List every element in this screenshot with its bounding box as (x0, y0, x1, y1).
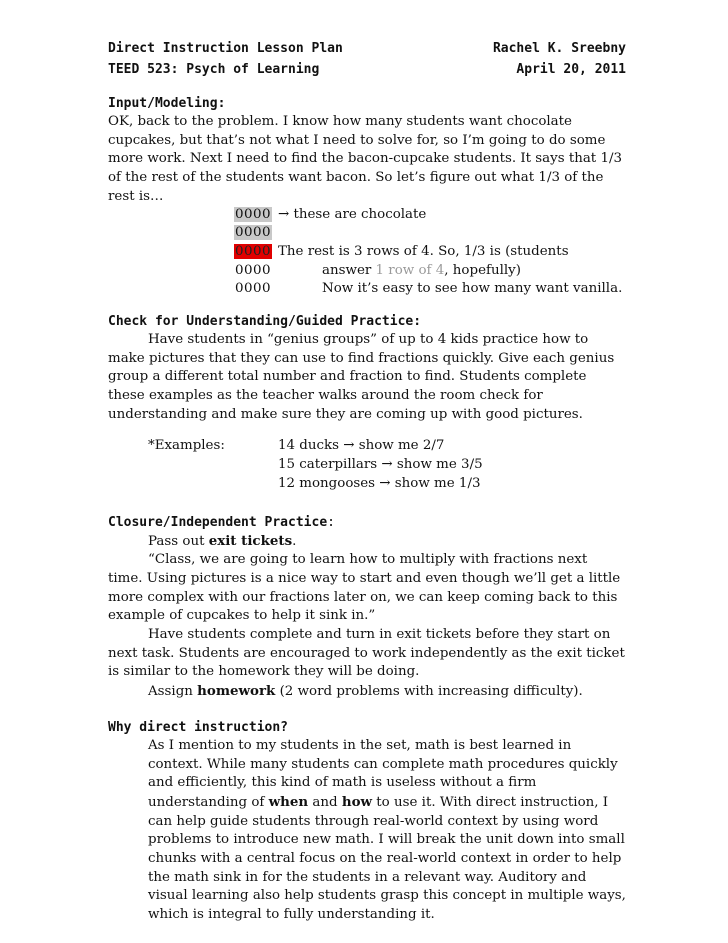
fraction-grid (108, 207, 626, 300)
rest-note: The rest is 3 rows of 4. So, 1/3 is (students (278, 243, 569, 259)
exit-tickets-bold: exit tickets (208, 532, 293, 549)
example-item: 12 mongooses → show me 1/3 (278, 475, 481, 491)
closure-homework: Assign homework (2 word problems with increasing difficulty). (148, 683, 583, 700)
closure-exit-tickets: Pass out exit tickets. (148, 532, 297, 549)
example-item: 15 caterpillars → show me 3/5 (278, 457, 483, 473)
why-heading: Why direct instruction? (108, 719, 289, 735)
examples-block (108, 438, 626, 494)
closure-instructions: Have students complete and turn in exit tickets before they start on next task. Students are encouraged to work independently as the exit ticket is similar to the homework they will be doing. (108, 627, 625, 680)
chocolate-note: → these are chocolate (278, 206, 427, 222)
check-paragraph: Have students in “genius groups” of up to 4 kids practice how to make pictures that they can use to find fractions quickly. Give each genius group a different total number and fraction to find. Students complete these examples as the teacher walks around the room check for understanding and make sure they are coming up with good pictures. (108, 331, 615, 422)
answer-highlight: 1 row of 4 (375, 262, 445, 278)
examples-label: *Examples: (148, 438, 225, 454)
grid-row-2 (108, 225, 626, 244)
remaining-dots-1: 0000 (235, 262, 272, 278)
closure-quote: “Class, we are going to learn how to multiply with fractions next time. Using pictures is a nice way to start and even though we’ll get a little more complex with our fractions later on, we can keep coming back to this example of cupcakes to help it sink in.” (108, 552, 621, 624)
document-date: April 20, 2011 (516, 62, 626, 77)
check-heading: Check for Understanding/Guided Practice: (108, 313, 422, 329)
header-row-2 (108, 59, 626, 80)
vanilla-note: Now it’s easy to see how many want vanilla. (322, 281, 623, 297)
grid-row-1 (108, 207, 626, 226)
grid-row-5 (108, 281, 626, 300)
remaining-dots-2: 0000 (235, 281, 272, 297)
header-row-1 (108, 38, 626, 59)
chocolate-dots-2: 0000 (235, 225, 272, 241)
author-name: Rachel K. Sreebny (492, 41, 626, 56)
homework-bold: homework (197, 683, 276, 700)
input-modeling-paragraph: OK, back to the problem. I know how many students want chocolate cupcakes, but that’s not what I need to solve for, so I’m going to do some more work. Next I need to find the bacon-cupcake students. It says that 1/3 of the rest of the students want bacon. So let’s figure out what 1/3 of the rest is… (108, 114, 622, 204)
chocolate-dots: 0000 (235, 206, 272, 222)
document-title: Direct Instruction Lesson Plan (108, 41, 343, 56)
input-modeling-heading: Input/Modeling: (108, 96, 226, 111)
example-row-2 (108, 457, 626, 476)
why-paragraph: As I mention to my students in the set, math is best learned in context. While many students can complete math procedures quickly and efficiently, this kind of math is useless without a firm understanding of when and how to use it. With direct instruction, I can help guide students through real-world context by using word problems to introduce new math. I will break the unit down into small chunks with a central focus on the real-world context in order to help the math sink in for the students in a relevant way. Auditory and visual learning also help students grasp this concept in multiple ways, which is integral to fully understanding it. (148, 737, 626, 923)
bacon-dots: 0000 (235, 243, 272, 259)
grid-row-3 (108, 244, 626, 263)
example-row-1 (108, 438, 626, 457)
grid-row-4 (108, 263, 626, 282)
course-name: TEED 523: Psych of Learning (108, 62, 320, 77)
closure-heading: Closure/Independent Practice: (108, 514, 335, 530)
answer-note: answer 1 row of 4, hopefully) (322, 262, 521, 278)
document-page (108, 38, 626, 925)
example-row-3 (108, 476, 626, 495)
example-item: 14 ducks → show me 2/7 (278, 438, 445, 454)
